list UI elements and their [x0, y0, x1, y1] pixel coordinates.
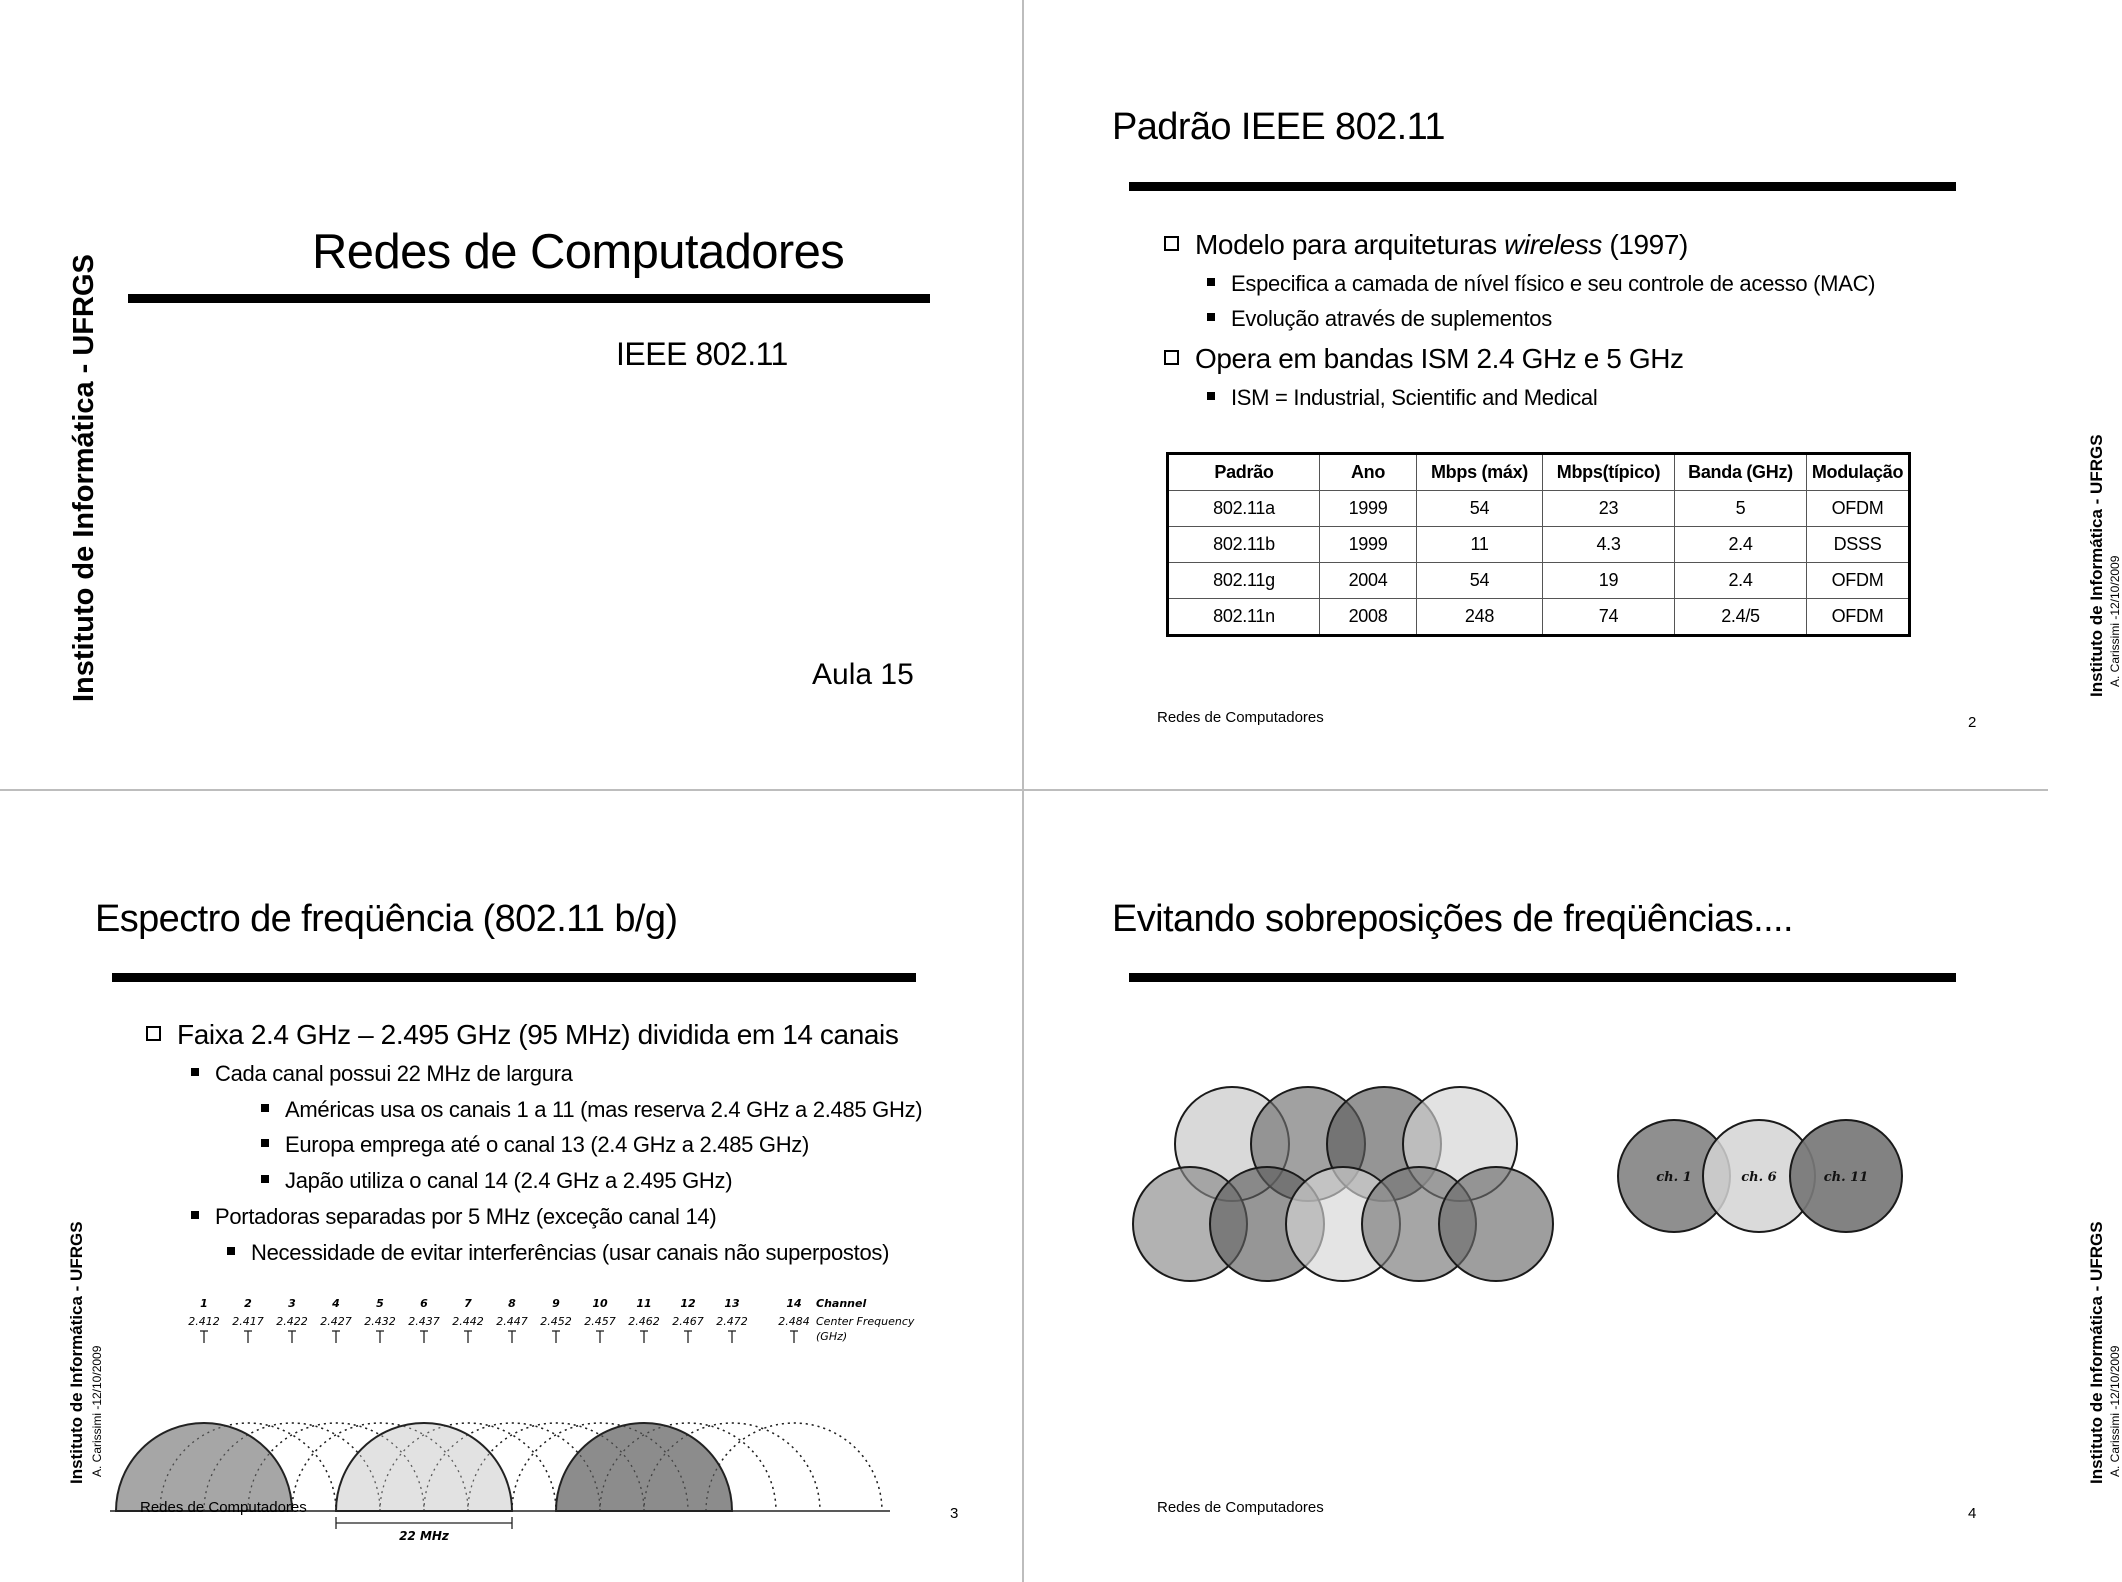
table-cell: 802.11a [1168, 491, 1320, 527]
side-label: Instituto de Informática - UFRGS [2087, 1221, 2106, 1484]
slide-4 [1024, 791, 2122, 1582]
square-bullet-icon [1207, 313, 1215, 321]
slide-3 [0, 791, 1024, 1582]
side-author: A. Carissimi -12/10/2009 [2108, 555, 2122, 687]
table-cell: 2.4 [1675, 527, 1807, 563]
table-cell: 74 [1543, 599, 1675, 636]
side-label: Instituto de Informática - UFRGS [2087, 434, 2106, 697]
table-cell: 1999 [1320, 491, 1417, 527]
table-cell: 23 [1543, 491, 1675, 527]
channel-number: 12 [680, 1297, 696, 1310]
table-cell: 1999 [1320, 527, 1417, 563]
table-header-row [1168, 454, 1910, 491]
square-bullet-icon [1207, 278, 1215, 286]
channel-11-band [556, 1423, 732, 1511]
slide-title: Espectro de freqüência (802.11 b/g) [95, 898, 678, 940]
checkbox-bullet-icon [146, 1026, 161, 1041]
bullet-1-sub-2: Portadoras separadas por 5 MHz (exceção canal 14) [191, 1204, 716, 1230]
bullet-1-sub-1: Cada canal possui 22 MHz de largura [191, 1061, 573, 1087]
table-row [1168, 563, 1910, 599]
channel-number: 1 [200, 1297, 208, 1310]
square-bullet-icon [227, 1247, 235, 1255]
slide-footer: Redes de Computadores [1157, 1499, 1324, 1516]
table-cell: 54 [1417, 563, 1543, 599]
center-frequency: 2.432 [364, 1315, 396, 1328]
channel-number: 7 [464, 1297, 472, 1310]
table-header: Banda (GHz) [1675, 454, 1807, 491]
slide-title: Padrão IEEE 802.11 [1112, 106, 1445, 148]
bullet-1-sub-1-a: Américas usa os canais 1 a 11 (mas reserva 2.4 GHz a 2.485 GHz) [261, 1097, 922, 1123]
square-bullet-icon [191, 1068, 199, 1076]
bullet-1-sub-1-c: Japão utiliza o canal 14 (2.4 GHz a 2.495 GHz) [261, 1168, 732, 1194]
center-frequency: 2.484 [778, 1315, 810, 1328]
table-cell: OFDM [1807, 563, 1910, 599]
table-row [1168, 491, 1910, 527]
table-cell: 802.11b [1168, 527, 1320, 563]
side-author: A. Carissimi -12/10/2009 [90, 1345, 104, 1477]
center-frequency: 2.457 [584, 1315, 616, 1328]
center-frequency: 2.422 [276, 1315, 308, 1328]
bullet-1: Modelo para arquiteturas wireless (1997) [1164, 229, 1688, 261]
channel-label: ch. 6 [1741, 1170, 1777, 1185]
center-frequency: 2.412 [188, 1315, 220, 1328]
square-bullet-icon [261, 1175, 269, 1183]
frequency-unit-label: (GHz) [816, 1330, 848, 1343]
center-frequency: 2.442 [452, 1315, 484, 1328]
slide-1 [0, 0, 1024, 791]
cell-grid [1133, 1087, 1553, 1281]
table-header: Mbps (máx) [1417, 454, 1543, 491]
bullet-1-sub-1-b: Europa emprega até o canal 13 (2.4 GHz a 2.485 GHz) [261, 1132, 809, 1158]
channel-arc-overlay [706, 1423, 882, 1511]
page-number: 2 [1968, 714, 1977, 731]
table-cell: 2.4 [1675, 563, 1807, 599]
page-number: 3 [950, 1505, 959, 1522]
channel-number: 2 [244, 1297, 252, 1310]
bullet-1-sub-2-a: Necessidade de evitar interferências (usar canais não superpostos) [227, 1240, 889, 1266]
page-number: 4 [1968, 1505, 1977, 1522]
square-bullet-icon [191, 1211, 199, 1219]
channel-number: 11 [636, 1297, 652, 1310]
table-cell: 54 [1417, 491, 1543, 527]
bullet-2: Opera em bandas ISM 2.4 GHz e 5 GHz [1164, 343, 1684, 375]
square-bullet-icon [261, 1139, 269, 1147]
channel-6-band [336, 1423, 512, 1511]
channel-number: 3 [288, 1297, 296, 1310]
channel-axis-label: Channel [816, 1297, 867, 1310]
lecture-number: Aula 15 [812, 658, 914, 691]
table-cell: 2008 [1320, 599, 1417, 636]
frequency-axis-label: Center Frequency [816, 1315, 915, 1328]
slide-footer: Redes de Computadores [140, 1499, 307, 1516]
bullet-2-sub-1: ISM = Industrial, Scientific and Medical [1207, 385, 1597, 411]
channel-number: 10 [592, 1297, 608, 1310]
square-bullet-icon [261, 1104, 269, 1112]
bandwidth-label: 22 MHz [399, 1529, 449, 1543]
slide-title: Evitando sobreposições de freqüências.... [1112, 898, 1793, 940]
side-author: A. Carissimi -12/10/2009 [2108, 1345, 2122, 1477]
channel-number: 6 [420, 1297, 428, 1310]
title-rule [1129, 182, 1956, 191]
side-label: Instituto de Informática - UFRGS [68, 254, 100, 702]
table-cell: DSSS [1807, 527, 1910, 563]
table-cell: 2004 [1320, 563, 1417, 599]
slide-footer: Redes de Computadores [1157, 709, 1324, 726]
channel-1-band [116, 1423, 292, 1511]
table-cell: 248 [1417, 599, 1543, 636]
channel-number: 4 [332, 1297, 340, 1310]
table-cell: 802.11n [1168, 599, 1320, 636]
slide-2 [1024, 0, 2122, 791]
bullet-1-sub-2: Evolução através de suplementos [1207, 306, 1552, 332]
title-rule [128, 294, 930, 303]
center-frequency: 2.437 [408, 1315, 440, 1328]
overlapping-cells-diagram [1124, 1081, 1944, 1311]
bullet-1: Faixa 2.4 GHz – 2.495 GHz (95 MHz) dividida em 14 canais [146, 1019, 898, 1051]
center-frequency: 2.467 [672, 1315, 704, 1328]
table-cell: OFDM [1807, 491, 1910, 527]
table-cell: 11 [1417, 527, 1543, 563]
center-frequency: 2.427 [320, 1315, 352, 1328]
table-cell: 4.3 [1543, 527, 1675, 563]
checkbox-bullet-icon [1164, 350, 1179, 365]
channel-number: 9 [552, 1297, 560, 1310]
center-frequency: 2.447 [496, 1315, 528, 1328]
table-header: Padrão [1168, 454, 1320, 491]
coverage-cell [1439, 1167, 1553, 1281]
table-row [1168, 527, 1910, 563]
center-frequency: 2.462 [628, 1315, 660, 1328]
channel-label: ch. 11 [1823, 1170, 1869, 1185]
standards-table [1166, 452, 1911, 637]
table-header: Mbps(típico) [1543, 454, 1675, 491]
table-row [1168, 599, 1910, 636]
table-cell: 2.4/5 [1675, 599, 1807, 636]
slide-title: Redes de Computadores [312, 225, 845, 279]
center-frequency: 2.417 [232, 1315, 264, 1328]
channel-arc [706, 1423, 882, 1511]
table-cell: OFDM [1807, 599, 1910, 636]
table-cell: 19 [1543, 563, 1675, 599]
channel-number: 5 [376, 1297, 384, 1310]
slide-subtitle: IEEE 802.11 [616, 336, 788, 372]
table-header: Ano [1320, 454, 1417, 491]
channel-number: 13 [724, 1297, 740, 1310]
square-bullet-icon [1207, 392, 1215, 400]
side-label: Instituto de Informática - UFRGS [67, 1221, 86, 1484]
table-cell: 802.11g [1168, 563, 1320, 599]
center-frequency: 2.472 [716, 1315, 748, 1328]
checkbox-bullet-icon [1164, 236, 1179, 251]
channel-label: ch. 1 [1656, 1170, 1692, 1185]
title-rule [1129, 973, 1956, 982]
channel-number: 14 [786, 1297, 802, 1310]
channel-number: 8 [508, 1297, 516, 1310]
table-cell: 5 [1675, 491, 1807, 527]
title-rule [112, 973, 916, 982]
center-frequency: 2.452 [540, 1315, 572, 1328]
bullet-1-sub-1: Especifica a camada de nível físico e seu controle de acesso (MAC) [1207, 271, 1875, 297]
table-header: Modulação [1807, 454, 1910, 491]
non-overlapping-channels [1618, 1120, 1902, 1232]
